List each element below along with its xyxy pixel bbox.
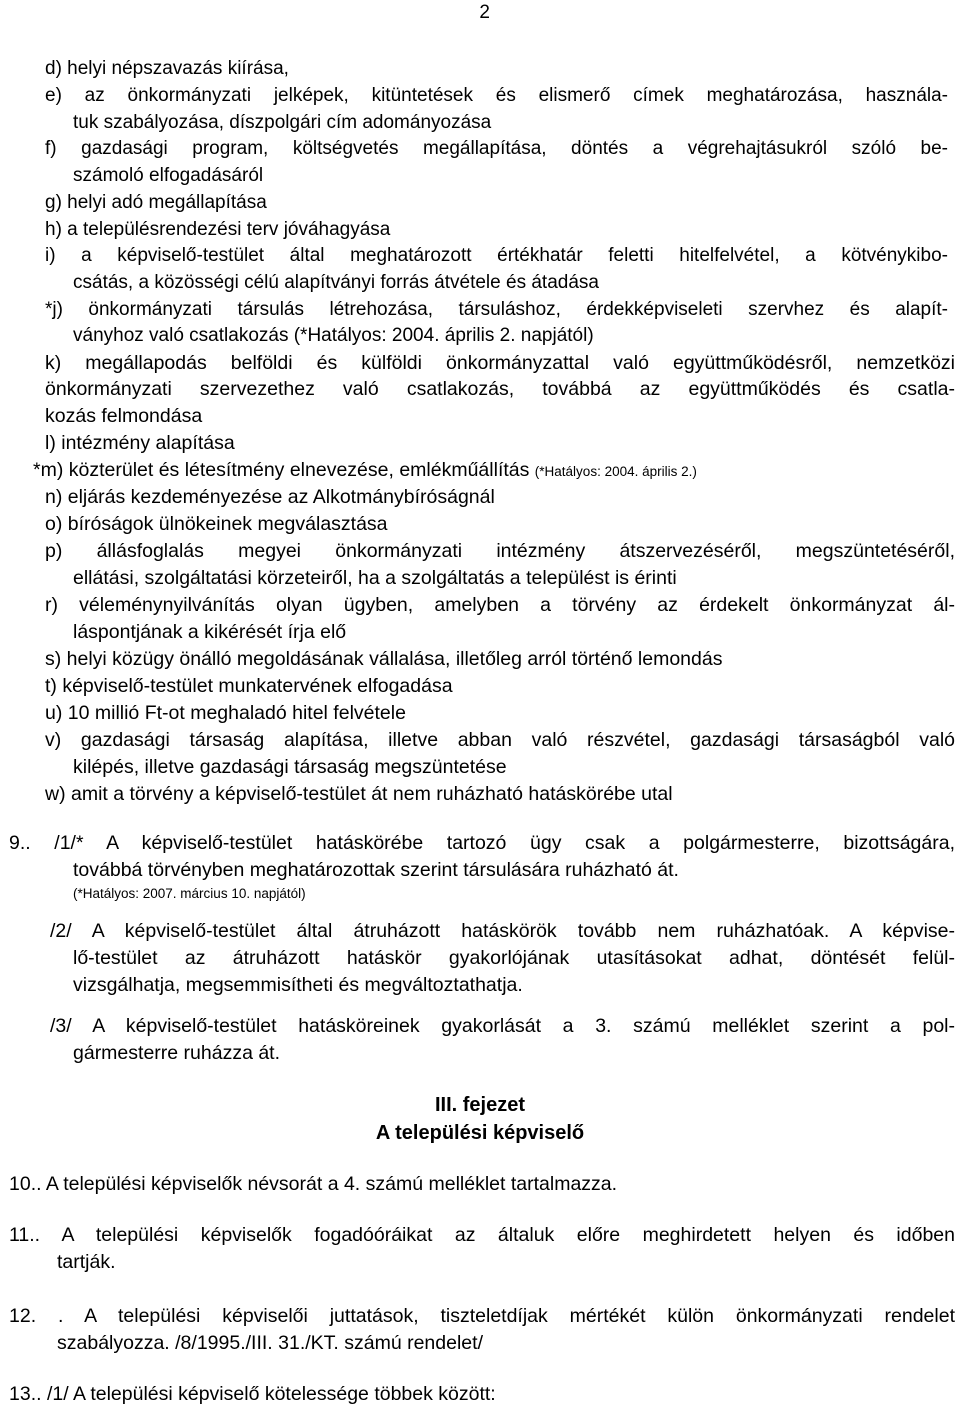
section-12-paragraph: 12. . A települési képviselői juttatások, tiszteletdíjak mértékét külön önkormányzati rendelet xyxy=(9,1305,955,1327)
list-item: u) 10 millió Ft-ot meghaladó hitel felvétele xyxy=(45,702,406,724)
list-item: w) amit a törvény a képviselő-testület át nem ruházható hatáskörébe utal xyxy=(45,783,673,805)
section-9-paragraph: továbbá törvényben meghatározottak szerint társulására ruházható át. xyxy=(73,859,679,881)
section-9-paragraph: gármesterre ruházza át. xyxy=(73,1042,281,1064)
section-9-paragraph: lő-testület az átruházott hatáskör gyakorlójának utasításokat adhat, döntését felül- xyxy=(73,947,955,969)
section-9-paragraph: /2/ A képviselő-testület által átruházott hatáskörök tovább nem ruházhatóak. A képvise- xyxy=(50,920,955,942)
list-item xyxy=(33,457,697,485)
list-item: kozás felmondása xyxy=(45,405,203,427)
chapter-number: III. fejezet xyxy=(434,1094,526,1116)
list-item: g) helyi adó megállapítása xyxy=(45,192,267,213)
list-item: l) intézmény alapítása xyxy=(45,432,235,454)
list-item: ellátási, szolgáltatási körzeteiről, ha a szolgáltatás a települést is érinti xyxy=(73,567,677,589)
list-item: önkormányzati szervezethez való csatlakozás, továbbá az együttműködés és csatla- xyxy=(45,378,955,400)
page-number: 2 xyxy=(479,2,490,23)
section-9-paragraph: /3/ A képviselő-testület hatásköreinek gyakorlását a 3. számú melléklet szerint a pol- xyxy=(50,1015,955,1037)
list-item: v) gazdasági társaság alapítása, illetve abban való részvétel, gazdasági társaságból való xyxy=(45,729,955,751)
list-item: számoló elfogadásáról xyxy=(73,165,264,186)
section-10-paragraph: 10.. A települési képviselők névsorát a 4. számú melléklet tartalmazza. xyxy=(9,1173,618,1195)
list-item: k) megállapodás belföldi és külföldi önkormányzattal való együttműködésről, nemzetközi xyxy=(45,352,955,374)
section-9-paragraph: vizsgálhatja, megsemmisítheti és megváltoztathatja. xyxy=(73,974,523,996)
list-item: p) állásfoglalás megyei önkormányzati intézmény átszervezéséről, megszüntetéséről, xyxy=(45,540,955,562)
section-11-paragraph: tartják. xyxy=(57,1251,116,1273)
list-item: h) a településrendezési terv jóváhagyása xyxy=(45,219,391,240)
section-13-paragraph: 13.. /1/ A települési képviselő kötelessége többek között: xyxy=(9,1383,496,1405)
chapter-title: A települési képviselő xyxy=(375,1122,585,1144)
list-item: r) véleménynyilvánítás olyan ügyben, amelyben a törvény az érdekelt önkormányzat ál- xyxy=(45,594,955,616)
list-item: *j) önkormányzati társulás létrehozása, társuláshoz, érdekképviseleti szervhez és alapít- xyxy=(45,299,948,320)
list-item: t) képviselő-testület munkatervének elfogadása xyxy=(45,675,453,697)
list-item: f) gazdasági program, költségvetés megállapítása, döntés a végrehajtásukról szóló be- xyxy=(45,138,948,159)
effective-date-note: (*Hatályos: 2007. március 10. napjától) xyxy=(73,886,306,901)
list-item: ványhoz való csatlakozás (*Hatályos: 2004. április 2. napjától) xyxy=(73,325,594,346)
list-item: o) bíróságok ülnökeinek megválasztása xyxy=(45,513,388,535)
list-item: kilépés, illetve gazdasági társaság megszüntetése xyxy=(73,756,507,778)
list-item: n) eljárás kezdeményezése az Alkotmánybíróságnál xyxy=(45,486,495,508)
list-item: csátás, a közösségi célú alapítványi forrás átvétele és átadása xyxy=(73,272,599,293)
list-item: i) a képviselő-testület által meghatározott értékhatár feletti hitelfelvétel, a kötvénykibo- xyxy=(45,245,948,266)
list-item: tuk szabályozása, díszpolgári cím adományozása xyxy=(73,112,492,133)
section-11-paragraph: 11.. A települési képviselők fogadóóráikat az általuk előre meghirdetett helyen és időben xyxy=(9,1224,955,1246)
section-12-paragraph: szabályozza. /8/1995./III. 31./KT. számú rendelet/ xyxy=(57,1332,483,1354)
list-item: s) helyi közügy önálló megoldásának vállalása, illetőleg arról történő lemondás xyxy=(45,648,723,670)
list-item: e) az önkormányzati jelképek, kitüntetések és elismerő címek meghatározása, használa- xyxy=(45,85,948,106)
list-item: láspontjának a kikérését írja elő xyxy=(73,621,347,643)
list-item: d) helyi népszavazás kiírása, xyxy=(45,58,289,79)
list-item-text: *m) közterület és létesítmény elnevezése, emlékműállítás xyxy=(33,459,530,481)
section-9-paragraph: 9.. /1/* A képviselő-testület hatáskörébe tartozó ügy csak a polgármesterre, bizottságára, xyxy=(9,832,955,854)
effective-date-note: (*Hatályos: 2004. április 2.) xyxy=(534,464,697,479)
